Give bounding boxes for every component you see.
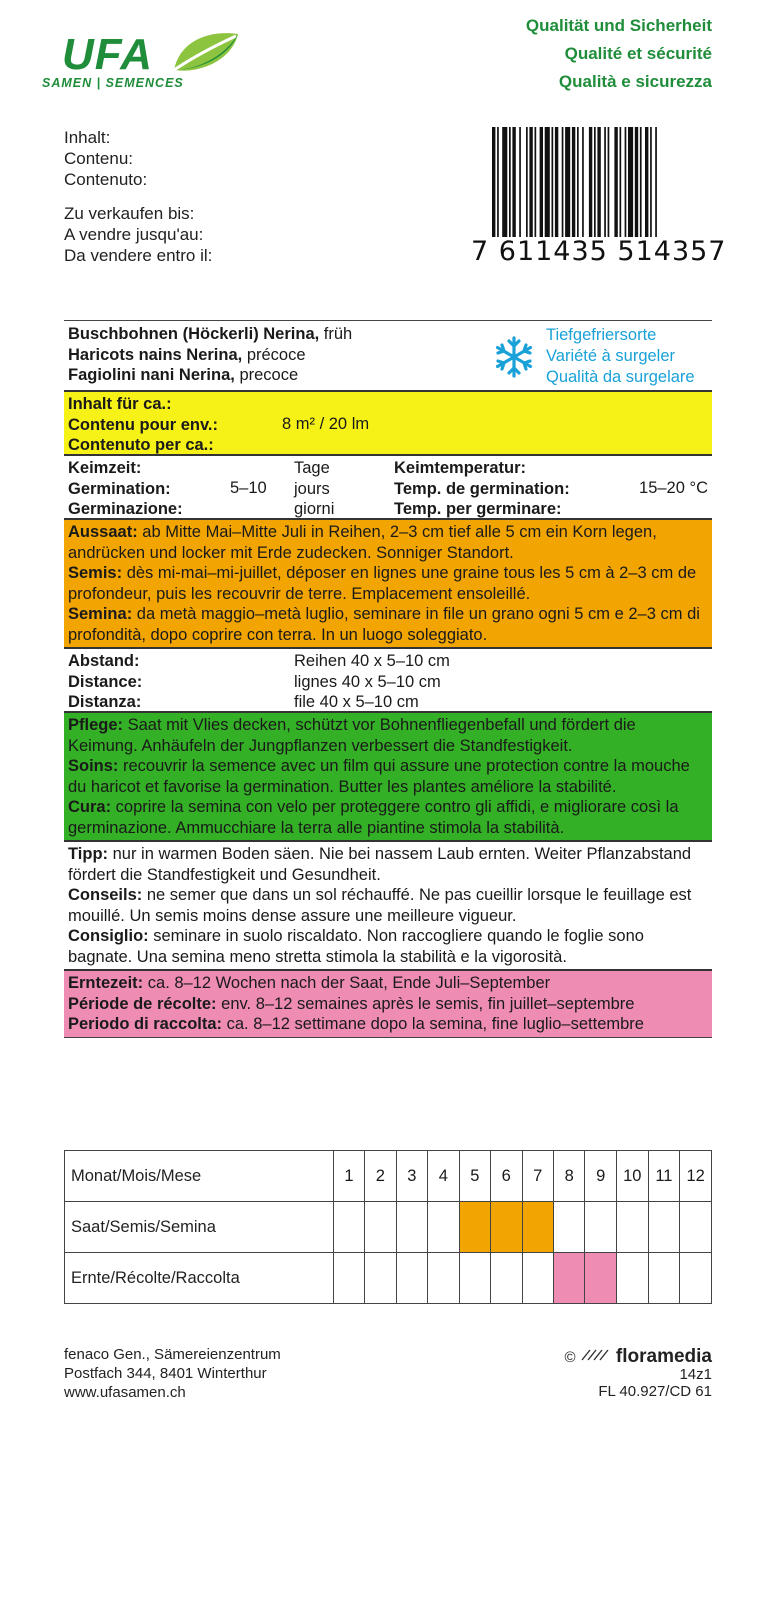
spacing-label-fr: Distance: [68, 672, 143, 691]
calendar-month-row [65, 1151, 712, 1202]
calendar-harvest-cell [616, 1253, 648, 1304]
barcode-bar [594, 127, 596, 237]
barcode-bar [526, 127, 528, 237]
company-name: fenaco Gen., Sämereienzentrum [64, 1346, 281, 1363]
variety-title-section [64, 320, 712, 390]
spacing-section [64, 647, 712, 711]
barcode-bar [620, 127, 622, 237]
publisher-code-2: FL 40.927/CD 61 [598, 1383, 712, 1400]
leaf-logo-icon [170, 30, 240, 72]
calendar-harvest-cell [553, 1253, 584, 1304]
calendar-harvest-cell [585, 1253, 616, 1304]
barcode-bar [635, 127, 638, 237]
barcode-bar [562, 127, 564, 237]
company-address [64, 1345, 281, 1402]
content-amount-label-de: Inhalt für ca.: [68, 395, 172, 413]
calendar-harvest-cell [680, 1253, 712, 1304]
frost-note-de: Tiefgefriersorte [546, 326, 657, 344]
germination-unit-fr: jours [294, 479, 330, 498]
care-text-fr: Soins: recouvrir la semence avec un film qui assure une protection contre la mouche du haricot et favorise la germination. Butter les plantes améliore la stabilité. [68, 757, 690, 796]
publisher-block [565, 1348, 713, 1400]
harvest-text-it: Periodo di raccolta: ca. 8–12 settimane dopo la semina, fine luglio–settembre [68, 1015, 644, 1033]
calendar-sowing-cell [553, 1202, 584, 1253]
calendar-month-12: 12 [680, 1151, 712, 1202]
calendar-month-6: 6 [491, 1151, 522, 1202]
barcode-bar [519, 127, 521, 237]
barcode-bar [608, 127, 610, 237]
brand-subtitle: SAMEN | SEMENCES [42, 76, 184, 90]
calendar-harvest-cell [396, 1253, 427, 1304]
care-text-it: Cura: coprire la semina con velo per proteggere contro gli affidi, e migliorare così la germinazione. Ammucchiare la terra alle piantine stimola la stabilità. [68, 798, 679, 837]
calendar-harvest-label: Ernte/Récolte/Raccolta [65, 1253, 334, 1304]
germination-temp-label-fr: Temp. de germination: [394, 479, 570, 498]
sell-by-label-block [64, 203, 212, 266]
germination-days: 5–10 [230, 479, 267, 497]
calendar-sowing-cell [648, 1202, 680, 1253]
content-label-block [64, 127, 147, 190]
barcode-bar [540, 127, 543, 237]
frost-note [546, 325, 695, 388]
calendar-month-4: 4 [428, 1151, 459, 1202]
floramedia-leaf-icon [580, 1348, 612, 1362]
variety-title-fr: Haricots nains Nerina, précoce [68, 345, 306, 364]
spacing-value-fr: lignes 40 x 5–10 cm [294, 672, 441, 691]
calendar-sowing-row [65, 1202, 712, 1253]
content-amount-label-fr: Contenu pour env.: [68, 415, 219, 434]
germination-label-fr: Germination: [68, 479, 171, 498]
spacing-label-de: Abstand: [68, 652, 140, 670]
calendar-month-7: 7 [522, 1151, 553, 1202]
tips-text-de: Tipp: nur in warmen Boden säen. Nie bei nassem Laub ernten. Weiter Pflanzabstand fördert die Standfestigkeit und Gesundheit. [68, 845, 692, 884]
calendar-harvest-row [65, 1253, 712, 1304]
calendar-month-2: 2 [365, 1151, 396, 1202]
sowing-text-fr: Semis: dès mi-mai–mi-juillet, déposer en lignes une graine tous les 5 cm à 2–3 cm de profondeur, puis les recouvrir de terre. Emplacement ensoleillé. [68, 564, 697, 603]
care-section [64, 711, 712, 840]
calendar-sowing-cell [459, 1202, 490, 1253]
calendar-sowing-cell [333, 1202, 364, 1253]
tips-text-it: Consiglio: seminare in suolo riscaldato. Non raccogliere quando le foglie sono bagnate. Una semina meno stretta stimola la stabilità e la vigorosità. [68, 927, 644, 966]
germination-section [64, 454, 712, 518]
germination-temp-label-it: Temp. per germinare: [394, 500, 562, 518]
copyright-symbol: © [564, 1349, 576, 1366]
calendar-harvest-cell [491, 1253, 522, 1304]
calendar-header-label: Monat/Mois/Mese [65, 1151, 334, 1202]
content-label-it: Contenuto: [64, 170, 148, 189]
spacing-label-it: Distanza: [68, 693, 142, 711]
tips-text-fr: Conseils: ne semer que dans un sol réchauffé. Ne pas cueillir lorsque le feuillage est mouillé. Un semis moins dense assure une meilleure vigueur. [68, 886, 692, 925]
calendar-sowing-cell [428, 1202, 459, 1253]
barcode-bar [529, 127, 532, 237]
barcode-bar [604, 127, 606, 237]
barcode-bar [589, 127, 592, 237]
floramedia-logo-text: floramedia [615, 1346, 712, 1367]
barcode-bar [572, 127, 575, 237]
barcode-bar [625, 127, 627, 237]
frost-note-fr: Variété à surgeler [546, 347, 676, 365]
barcode-bar [655, 127, 657, 237]
germination-temp-value: 15–20 °C [639, 479, 708, 497]
spacing-value-de: Reihen 40 x 5–10 cm [294, 652, 450, 670]
instruction-panel [64, 320, 712, 1038]
company-website: www.ufasamen.ch [64, 1384, 186, 1401]
content-label-fr: Contenu: [64, 149, 133, 168]
spacing-value-it: file 40 x 5–10 cm [294, 693, 419, 711]
barcode-bar [582, 127, 584, 237]
barcode-bar [577, 127, 579, 237]
calendar-month-5: 5 [459, 1151, 490, 1202]
barcode-bar [497, 127, 499, 237]
calendar-harvest-cell [522, 1253, 553, 1304]
barcode-bar [535, 127, 537, 237]
barcode-digits: 7 611435 514357 [471, 236, 727, 267]
barcode-bar [492, 127, 495, 237]
germination-temp-label-de: Keimtemperatur: [394, 459, 527, 477]
calendar-harvest-cell [428, 1253, 459, 1304]
barcode-bar [597, 127, 600, 237]
calendar-month-1: 1 [333, 1151, 364, 1202]
harvest-text-de: Erntezeit: ca. 8–12 Wochen nach der Saat, Ende Juli–September [68, 974, 551, 992]
barcode-bar [502, 127, 507, 237]
calendar-sowing-cell [365, 1202, 396, 1253]
barcode-bar [512, 127, 515, 237]
germination-unit-it: giorni [294, 500, 335, 518]
germination-label-it: Germinazione: [68, 500, 183, 518]
calendar-sowing-label: Saat/Semis/Semina [65, 1202, 334, 1253]
care-text-de: Pflege: Saat mit Vlies decken, schützt vor Bohnenfliegenbefall und fördert die Keimung. Anhäufeln der Jungpflanzen verbessert die Standfestigkeit. [68, 716, 636, 755]
barcode-bar [645, 127, 648, 237]
harvest-text-fr: Période de récolte: env. 8–12 semaines après le semis, fin juillet–septembre [68, 994, 635, 1013]
tips-section [64, 840, 712, 969]
content-section [64, 390, 712, 454]
barcode-image [490, 127, 710, 237]
calendar-month-9: 9 [585, 1151, 616, 1202]
calendar-harvest-cell [365, 1253, 396, 1304]
barcode-bar [650, 127, 652, 237]
calendar-harvest-cell [648, 1253, 680, 1304]
sell-by-label-de: Zu verkaufen bis: [64, 204, 195, 223]
harvest-section [64, 969, 712, 1038]
barcode-bar [555, 127, 558, 237]
quality-label-it: Qualità e sicurezza [558, 72, 712, 91]
calendar-sowing-cell [522, 1202, 553, 1253]
barcode-bar [545, 127, 550, 237]
germination-label-de: Keimzeit: [68, 459, 142, 477]
sowing-text-de: Aussaat: ab Mitte Mai–Mitte Juli in Reihen, 2–3 cm tief alle 5 cm ein Korn legen, andrücken und locker mit Erde zudecken. Sonniger Standort. [68, 523, 657, 562]
sell-by-label-it: Da vendere entro il: [64, 246, 213, 265]
barcode-bar [614, 127, 617, 237]
publisher-code-1: 14z1 [679, 1366, 712, 1383]
calendar-month-8: 8 [553, 1151, 584, 1202]
content-amount-label-it: Contenuto per ca.: [68, 436, 214, 454]
quality-label-de: Qualität und Sicherheit [525, 16, 712, 35]
calendar-sowing-cell [585, 1202, 616, 1253]
ufa-logo-text: UFA [62, 30, 153, 79]
content-label-de: Inhalt: [64, 128, 111, 147]
barcode-bar [640, 127, 642, 237]
company-postal-address: Postfach 344, 8401 Winterthur [64, 1365, 267, 1382]
calendar-sowing-cell [396, 1202, 427, 1253]
frost-note-it: Qualità da surgelare [546, 368, 695, 386]
snowflake-icon [492, 335, 536, 379]
calendar-month-11: 11 [648, 1151, 680, 1202]
variety-title-it: Fagiolini nani Nerina, precoce [68, 366, 299, 384]
barcode-bar [565, 127, 570, 237]
calendar-sowing-cell [491, 1202, 522, 1253]
sowing-harvest-calendar [64, 1150, 712, 1304]
barcode-bar [628, 127, 633, 237]
publisher-logo [565, 1348, 713, 1366]
barcode-bar [509, 127, 511, 237]
calendar-harvest-cell [459, 1253, 490, 1304]
germination-unit-de: Tage [294, 459, 330, 477]
quality-label-fr: Qualité et sécurité [564, 44, 712, 63]
calendar-harvest-cell [333, 1253, 364, 1304]
variety-title-de: Buschbohnen (Höckerli) Nerina, früh [68, 325, 353, 343]
calendar-sowing-cell [616, 1202, 648, 1253]
sowing-text-it: Semina: da metà maggio–metà luglio, seminare in file un grano ogni 5 cm e 2–3 cm di profondità, dopo coprire con terra. In un luogo soleggiato. [68, 605, 700, 644]
sell-by-label-fr: A vendre jusqu'au: [64, 225, 204, 244]
barcode-bar [552, 127, 554, 237]
calendar-month-10: 10 [616, 1151, 648, 1202]
sowing-section [64, 518, 712, 647]
content-amount-value: 8 m² / 20 lm [282, 415, 370, 433]
calendar-sowing-cell [680, 1202, 712, 1253]
calendar-month-3: 3 [396, 1151, 427, 1202]
